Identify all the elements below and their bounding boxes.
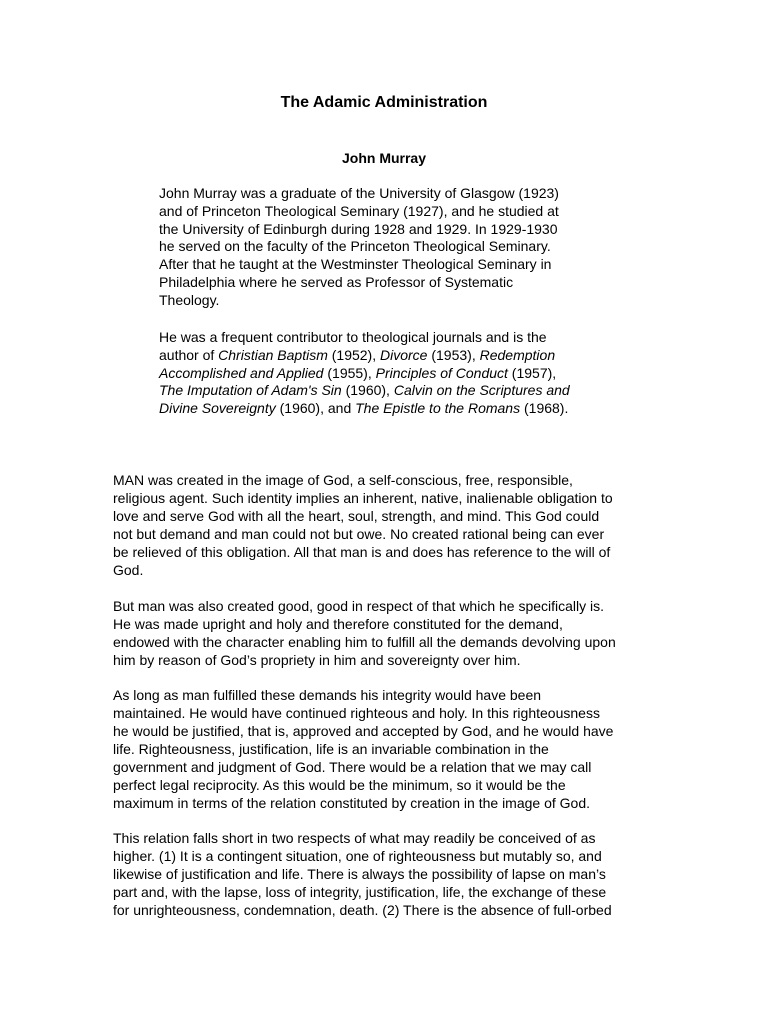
text-run: (1952),: [327, 346, 380, 363]
text-run: (1960),: [341, 382, 394, 399]
text-line: and of Princeton Theological Seminary (1927), and he studied at: [159, 202, 559, 219]
book-title: Christian Baptism: [218, 346, 328, 363]
text-run: (1953),: [427, 346, 480, 363]
text-line: he served on the faculty of the Princeton Theological Seminary.: [159, 238, 551, 255]
text-line: This relation falls short in two respects of what may readily be conceived of as: [113, 830, 596, 846]
text-line: [159, 400, 609, 418]
author-name: John Murray: [341, 150, 426, 166]
text-line: higher. (1) It is a contingent situation, one of righteousness but mutably so, and: [113, 848, 602, 864]
text-line: not but demand and man could not but owe. No created rational being can ever: [113, 526, 605, 542]
text-run: (1955),: [323, 364, 376, 381]
text-line: maintained. He would have continued righteous and holy. In this righteousness: [113, 705, 600, 721]
body-paragraph: [113, 686, 661, 812]
book-title: Principles of Conduct: [375, 364, 508, 381]
text-line: [159, 365, 609, 383]
text-line: He was a frequent contributor to theological journals and is the: [159, 329, 547, 345]
body-paragraph: [113, 829, 661, 919]
author-bio-paragraph: [159, 185, 609, 310]
text-line: be relieved of this obligation. All that man is and does has reference to the will of: [113, 544, 611, 560]
text-line: [159, 347, 609, 365]
author-publications-paragraph: [159, 329, 609, 418]
book-title: Accomplished and Applied: [159, 364, 324, 381]
text-line: for unrighteousness, condemnation, death. (2) There is the absence of full-orbed: [113, 902, 612, 918]
text-run: (1960), and: [275, 400, 356, 417]
text-line: [159, 382, 609, 400]
text-line: John Murray was a graduate of the University of Glasgow (1923): [159, 185, 559, 201]
text-line: God.: [113, 562, 144, 578]
text-line: After that he taught at the Westminster Theological Seminary in: [159, 256, 552, 273]
book-title: The Epistle to the Romans: [355, 400, 521, 417]
text-line: He was made upright and holy and therefore constituted for the demand,: [113, 616, 563, 632]
text-line: maximum in terms of the relation constituted by creation in the image of God.: [113, 795, 591, 811]
text-run: author of: [159, 346, 219, 363]
text-line: government and judgment of God. There would be a relation that we may call: [113, 759, 592, 775]
text-line: But man was also created good, good in respect of that which he specifically is.: [113, 598, 605, 614]
book-title: Calvin on the Scriptures and: [393, 382, 570, 399]
text-line: love and serve God with all the heart, soul, strength, and mind. This God could: [113, 508, 600, 524]
text-line: part and, with the lapse, loss of integrity, justification, life, the exchange of these: [113, 884, 607, 900]
text-line: he would be justified, that is, approved and accepted by God, and he would have: [113, 723, 614, 739]
book-title: Redemption: [479, 346, 556, 363]
text-line: endowed with the character enabling him to fulfill all the demands devolving upon: [113, 634, 616, 650]
text-run: (1968).: [520, 400, 569, 417]
text-line: Philadelphia where he served as Professor of Systematic: [159, 273, 514, 290]
book-title: Divorce: [380, 346, 428, 363]
text-line: As long as man fulfilled these demands his integrity would have been: [113, 687, 542, 703]
text-line: him by reason of God’s propriety in him and sovereignty over him.: [113, 652, 521, 668]
text-line: MAN was created in the image of God, a self-conscious, free, responsible,: [113, 472, 573, 488]
text-line: the University of Edinburgh during 1928 and 1929. In 1929-1930: [159, 220, 558, 237]
text-line: life. Righteousness, justification, life is an invariable combination in the: [113, 741, 549, 757]
book-title: The Imputation of Adam's Sin: [159, 382, 342, 399]
body-paragraph: [113, 597, 661, 669]
text-line: likewise of justification and life. There is always the possibility of lapse on man’s: [113, 866, 606, 882]
body-paragraph: [113, 471, 661, 579]
document-title: The Adamic Administration: [280, 94, 488, 111]
book-title: Divine Sovereignty: [159, 400, 276, 417]
text-line: Theology.: [159, 291, 220, 308]
text-run: (1957),: [507, 364, 557, 381]
text-line: perfect legal reciprocity. As this would be the minimum, so it would be the: [113, 777, 566, 793]
text-line: religious agent. Such identity implies an inherent, native, inalienable obligation to: [113, 490, 613, 506]
